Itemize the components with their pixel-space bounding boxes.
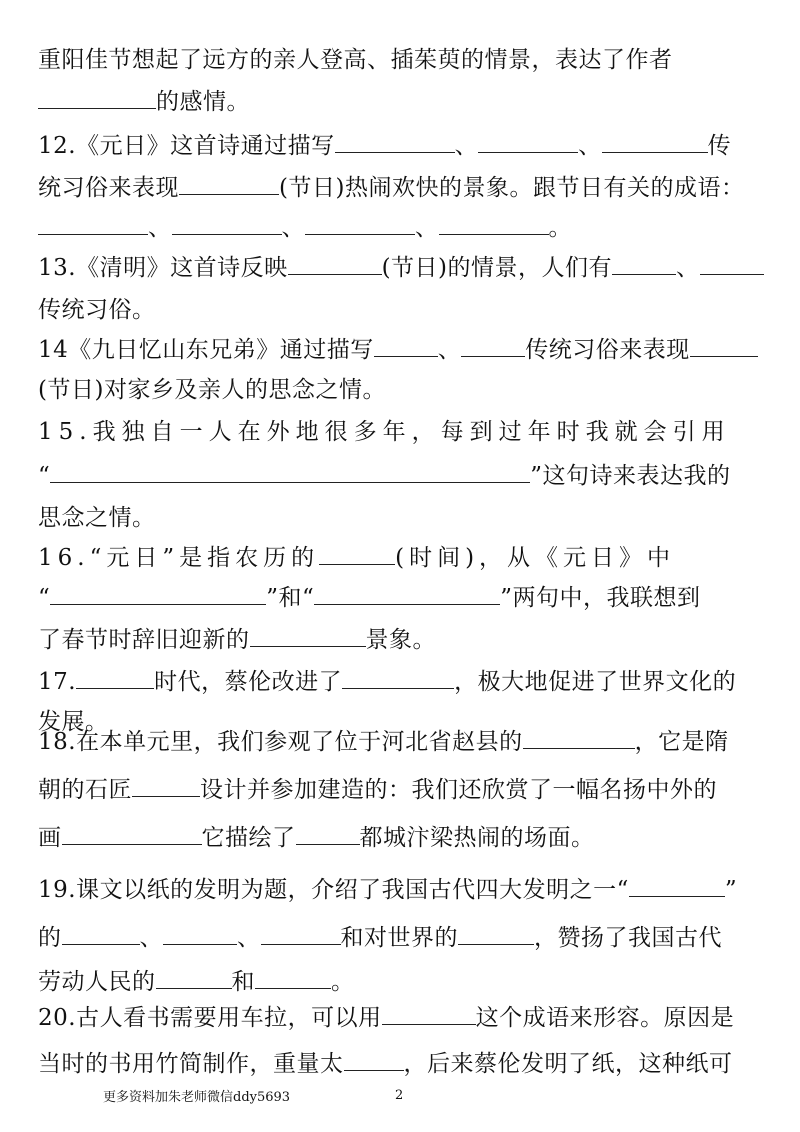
question-20: 20.古人看书需要用车拉，可以用 这个成语来形容。原因是 bbox=[38, 998, 734, 1038]
answer-blank[interactable] bbox=[700, 250, 764, 275]
answer-blank[interactable] bbox=[439, 210, 549, 235]
text-line: 、 、 、 。 bbox=[38, 208, 572, 248]
answer-blank[interactable] bbox=[62, 820, 202, 845]
question-16: 16.“元日”是指农历的 (时间)，从《元日》中 bbox=[38, 538, 675, 578]
text-line: 统习俗来表现 (节日)热闹欢快的景象。跟节日有关的成语： bbox=[38, 168, 744, 208]
question-19: 19.课文以纸的发明为题，介绍了我国古代四大发明之一“ ” bbox=[38, 870, 737, 910]
answer-blank[interactable] bbox=[314, 580, 500, 605]
text-line: 的感情。 bbox=[38, 82, 250, 122]
question-12: 12.《元日》这首诗通过描写 、 、 传 bbox=[38, 126, 731, 166]
question-15: 15.我独自一人在外地很多年，每到过年时我就会引用 bbox=[38, 419, 731, 445]
answer-blank[interactable] bbox=[602, 128, 708, 153]
answer-blank[interactable] bbox=[629, 872, 725, 897]
answer-blank[interactable] bbox=[250, 622, 366, 647]
answer-blank[interactable] bbox=[461, 332, 525, 357]
answer-blank[interactable] bbox=[612, 250, 676, 275]
question-13: 13.《清明》这首诗反映 (节日)的情景，人们有 、 bbox=[38, 248, 764, 288]
answer-blank[interactable] bbox=[478, 128, 578, 153]
answer-blank[interactable] bbox=[305, 210, 415, 235]
answer-blank[interactable] bbox=[523, 724, 635, 749]
text-line: 思念之情。 bbox=[38, 505, 156, 531]
text-line: 了春节时辞旧迎新的 景象。 bbox=[38, 620, 436, 660]
text-line: 传统习俗。 bbox=[38, 297, 156, 323]
answer-blank[interactable] bbox=[163, 920, 237, 945]
question-14: 14《九日忆山东兄弟》通过描写 、 传统习俗来表现 bbox=[38, 330, 758, 370]
answer-blank[interactable] bbox=[179, 170, 279, 195]
answer-blank[interactable] bbox=[382, 1000, 476, 1025]
question-18: 18.在本单元里，我们参观了位于河北省赵县的 ，它是隋 bbox=[38, 722, 729, 762]
answer-blank[interactable] bbox=[335, 128, 455, 153]
text-line: (节日)对家乡及亲人的思念之情。 bbox=[38, 377, 386, 403]
page-number: 2 bbox=[395, 1088, 404, 1103]
answer-blank[interactable] bbox=[156, 964, 232, 989]
answer-blank[interactable] bbox=[76, 664, 154, 689]
answer-blank[interactable] bbox=[344, 1046, 404, 1071]
question-17: 17. 时代，蔡伦改进了 ，极大地促进了世界文化的 bbox=[38, 662, 736, 702]
answer-blank[interactable] bbox=[296, 820, 360, 845]
answer-blank[interactable] bbox=[38, 210, 148, 235]
text-line: 当时的书用竹简制作，重量太 ，后来蔡伦发明了纸，这种纸可 bbox=[38, 1044, 733, 1084]
answer-blank[interactable] bbox=[172, 210, 282, 235]
text-line: 朝的石匠 设计并参加建造的：我们还欣赏了一幅名扬中外的 bbox=[38, 770, 717, 810]
answer-blank[interactable] bbox=[261, 920, 341, 945]
answer-blank[interactable] bbox=[374, 332, 438, 357]
answer-blank[interactable] bbox=[458, 920, 534, 945]
text-line: 的 、 、 和对世界的 ，赞扬了我国古代 bbox=[38, 918, 722, 958]
text-line: 画 它描绘了 都城汴梁热闹的场面。 bbox=[38, 818, 595, 858]
answer-blank[interactable] bbox=[50, 580, 266, 605]
answer-blank[interactable] bbox=[255, 964, 331, 989]
answer-blank[interactable] bbox=[690, 332, 758, 357]
footer-contact-note: 更多资料加朱老师微信ddy5693 bbox=[103, 1090, 291, 1105]
answer-blank[interactable] bbox=[132, 772, 200, 797]
answer-blank[interactable] bbox=[62, 920, 140, 945]
answer-blank[interactable] bbox=[342, 664, 454, 689]
text-line: 重阳佳节想起了远方的亲人登高、插茱萸的情景，表达了作者 bbox=[38, 47, 673, 73]
text-line: “ ”这句诗来表达我的 bbox=[38, 456, 731, 496]
answer-blank[interactable] bbox=[50, 458, 530, 483]
text-line: 劳动人民的 和 。 bbox=[38, 962, 355, 1002]
answer-blank[interactable] bbox=[38, 84, 156, 109]
text-line: 发展。 bbox=[38, 709, 109, 735]
text-line: “ ”和“ ”两句中，我联想到 bbox=[38, 578, 701, 618]
answer-blank[interactable] bbox=[319, 540, 395, 565]
answer-blank[interactable] bbox=[288, 250, 382, 275]
